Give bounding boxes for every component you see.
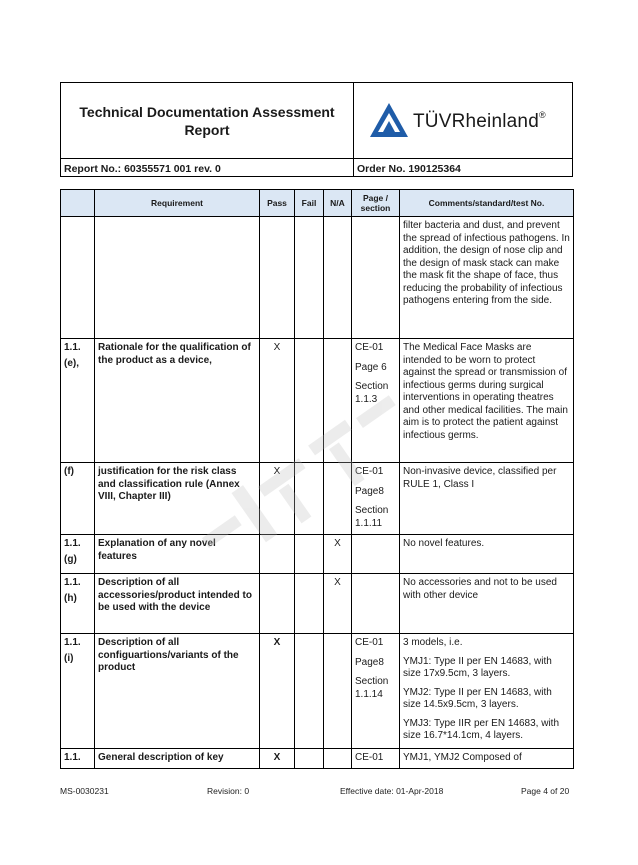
table-row <box>61 749 574 769</box>
comments-cell <box>400 339 574 463</box>
section-sub: (h) <box>64 592 77 604</box>
section-cell <box>61 339 95 463</box>
page-cell <box>352 749 400 769</box>
page-ref: Section 1.1.3 <box>355 381 389 405</box>
requirements-table <box>60 189 574 769</box>
comment-text: 3 models, i.e. <box>403 637 463 648</box>
table-row <box>61 574 574 634</box>
fail-cell <box>295 463 324 535</box>
page-ref: Page8 <box>355 485 384 497</box>
section-cell <box>61 574 95 634</box>
section-number: 1.1. <box>64 752 81 763</box>
header-na: N/A <box>324 190 352 217</box>
fail-cell <box>295 535 324 574</box>
comment-text: The Medical Face Masks are intended to be worn to protect against the spread or transmission of infectious germs during surgical interventions in operating theatres and other medical facilities. The main aim is to protect the patient against infectious germs. <box>403 342 568 441</box>
requirement-cell: General description of key <box>95 749 260 769</box>
pass-cell: X <box>260 463 295 535</box>
requirement-cell: Description of all accessories/product intended to be used with the device <box>95 574 260 634</box>
section-number: 1.1. <box>64 342 81 353</box>
requirement-cell: justification for the risk class and classification rule (Annex VIII, Chapter III) <box>95 463 260 535</box>
section-cell <box>61 749 95 769</box>
requirement-cell <box>95 217 260 339</box>
comments-cell <box>400 463 574 535</box>
page-ref: CE-01 <box>355 466 384 477</box>
header-pass: Pass <box>260 190 295 217</box>
report-title-line2: Report <box>184 122 230 138</box>
pass-cell: X <box>260 749 295 769</box>
header-fail: Fail <box>295 190 324 217</box>
section-cell <box>61 463 95 535</box>
order-number: Order No. 190125364 <box>357 163 461 175</box>
header-page: Page / section <box>352 190 400 217</box>
na-cell <box>324 749 352 769</box>
page-cell <box>352 339 400 463</box>
pass-cell <box>260 535 295 574</box>
pass-cell <box>260 574 295 634</box>
pass-cell: X <box>260 634 295 749</box>
section-sub: (g) <box>64 553 77 565</box>
comments-cell <box>400 634 574 749</box>
section-number: (f) <box>64 466 74 477</box>
na-cell <box>324 463 352 535</box>
table-row <box>61 535 574 574</box>
report-title <box>61 103 353 139</box>
page-ref: Section 1.1.11 <box>355 505 389 529</box>
comment-text: Non-invasive device, classified per RULE 1, Class I <box>403 466 557 490</box>
comment-text: YMJ3: Type IIR per EN 14683, with size 16.7*14.1cm, 4 layers. <box>403 717 560 741</box>
requirement-cell: Rationale for the qualification of the product as a device, <box>95 339 260 463</box>
comment-text: YMJ2: Type II per EN 14683, with size 14.5x9.5cm, 3 layers. <box>403 686 552 710</box>
page-ref: Page 6 <box>355 361 387 373</box>
table-row <box>61 634 574 749</box>
comment-text: No accessories and not to be used with other device <box>403 577 557 601</box>
report-number: Report No.: 60355571 001 rev. 0 <box>64 163 221 175</box>
page-cell <box>352 574 400 634</box>
section-number: 1.1. <box>64 538 81 549</box>
fail-cell <box>295 339 324 463</box>
page-cell <box>352 463 400 535</box>
fail-cell <box>295 634 324 749</box>
comments-cell <box>400 749 574 769</box>
comment-text: YMJ1: Type II per EN 14683, with size 17x9.5cm, 3 layers. <box>403 655 552 679</box>
section-cell <box>61 217 95 339</box>
section-number: 1.1. <box>64 637 81 648</box>
section-sub: (i) <box>64 652 74 664</box>
header-section <box>61 190 95 217</box>
report-header <box>60 82 573 177</box>
comment-text: YMJ1, YMJ2 Composed of <box>403 752 522 763</box>
table-header-row <box>61 190 574 217</box>
header-requirement: Requirement <box>95 190 260 217</box>
comments-cell <box>400 217 574 339</box>
footer-revision: Revision: 0 <box>207 786 250 796</box>
footer-page-number: Page 4 of 20 <box>521 786 570 796</box>
section-cell <box>61 535 95 574</box>
page-ref: Page8 <box>355 656 384 668</box>
na-cell: X <box>324 535 352 574</box>
requirement-cell: Description of all configuartions/variants of the product <box>95 634 260 749</box>
table-row <box>61 217 574 339</box>
na-cell <box>324 634 352 749</box>
footer-effective-date: Effective date: 01-Apr-2018 <box>340 786 444 796</box>
page-cell <box>352 535 400 574</box>
page-cell <box>352 217 400 339</box>
requirement-cell: Explanation of any novel features <box>95 535 260 574</box>
report-title-line1: Technical Documentation Assessment <box>79 104 335 120</box>
header-divider-vertical <box>353 83 354 176</box>
page-ref: Section 1.1.14 <box>355 676 389 700</box>
na-cell: X <box>324 574 352 634</box>
table-row <box>61 339 574 463</box>
section-cell <box>61 634 95 749</box>
comment-text: filter bacteria and dust, and prevent the spread of infectious pathogens. In addition, the design of nose clip and the design of mask stack can make the mask fit the shape of face, thus reducing the probability of infectious pathogens entering from the side. <box>403 220 570 306</box>
page-cell <box>352 634 400 749</box>
page-ref: CE-01 <box>355 752 384 763</box>
page-ref: CE-01 <box>355 342 384 353</box>
pass-cell: X <box>260 339 295 463</box>
fail-cell <box>295 217 324 339</box>
brand-name <box>413 111 546 133</box>
brand-text: TÜVRheinland <box>413 111 539 132</box>
comments-cell <box>400 535 574 574</box>
fail-cell <box>295 749 324 769</box>
fail-cell <box>295 574 324 634</box>
footer-doc-id: MS-0030231 <box>60 786 109 796</box>
comments-cell <box>400 574 574 634</box>
header-comments: Comments/standard/test No. <box>400 190 574 217</box>
pass-cell <box>260 217 295 339</box>
comment-text: No novel features. <box>403 538 485 549</box>
header-divider-horizontal <box>61 158 572 159</box>
na-cell <box>324 217 352 339</box>
brand-registered-mark: ® <box>538 109 546 120</box>
table-row <box>61 463 574 535</box>
section-sub: (e), <box>64 357 79 369</box>
page-ref: CE-01 <box>355 637 384 648</box>
section-number: 1.1. <box>64 577 81 588</box>
na-cell <box>324 339 352 463</box>
